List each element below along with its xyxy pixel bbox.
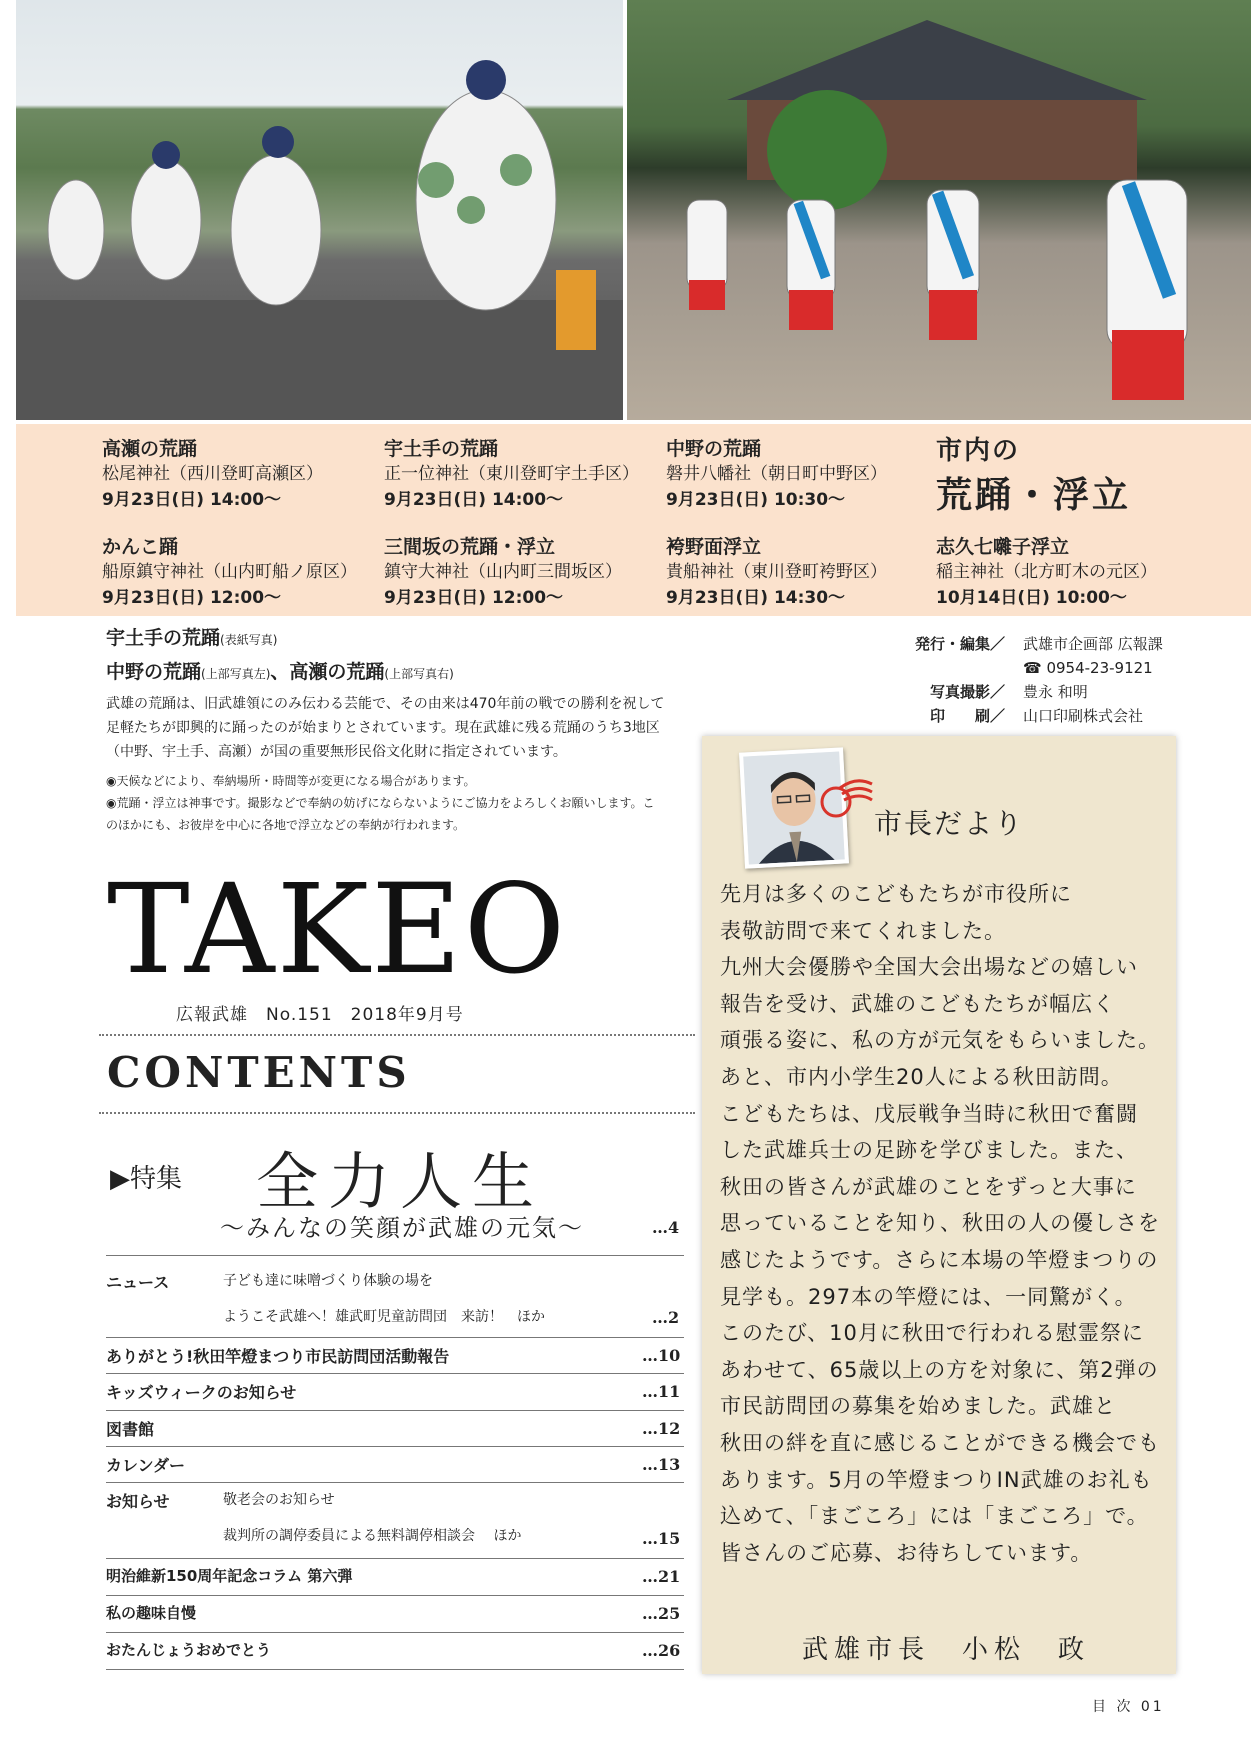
page-number: …26 bbox=[642, 1641, 681, 1660]
notice-shinto-ritual: ◉荒踊・浮立は神事です。撮影などで奉納の妨げにならないようにご協力をよろしくお願いします。このほかにも、お彼岸を中心に各地で浮立などの奉納が行われます。 bbox=[106, 796, 655, 832]
publisher-credits bbox=[893, 632, 1163, 728]
event-title: 袴野面浮立 bbox=[666, 536, 762, 558]
photo-takase-araodori bbox=[627, 0, 1251, 420]
page-footer: 目 次 01 bbox=[1092, 1699, 1165, 1715]
toc-label: ありがとう!秋田竿燈まつり市民訪問団活動報告 bbox=[106, 1347, 450, 1366]
caption-note: (上部写真右) bbox=[384, 667, 454, 681]
dancers-illustration-right bbox=[627, 0, 1251, 420]
event-item bbox=[102, 434, 372, 513]
caption-notice bbox=[106, 770, 666, 836]
credit-value: ☎ 0954-23-9121 bbox=[1023, 659, 1153, 677]
toc-item-hobby[interactable] bbox=[106, 1595, 684, 1632]
event-place: 貴船神社（東川登町袴野区） bbox=[666, 562, 887, 582]
event-title: 三間坂の荒踊・浮立 bbox=[384, 536, 556, 558]
credit-row bbox=[893, 656, 1163, 680]
caption-title: 中野の荒踊 bbox=[106, 661, 202, 683]
event-place: 船原鎮守神社（山内町船ノ原区） bbox=[102, 562, 357, 582]
events-band bbox=[16, 424, 1251, 616]
page-number: …21 bbox=[642, 1567, 681, 1586]
event-title: 志久七囃子浮立 bbox=[936, 536, 1070, 558]
toc-item-meiji-column[interactable] bbox=[106, 1558, 684, 1595]
event-place: 松尾神社（西川登町高瀬区） bbox=[102, 464, 323, 484]
credit-value: 武雄市企画部 広報課 bbox=[1023, 635, 1163, 653]
toc-label: ニュース bbox=[106, 1273, 170, 1292]
event-title: 宇土手の荒踊 bbox=[384, 438, 499, 460]
caption-line1 bbox=[106, 622, 666, 656]
credit-value: 豊永 和明 bbox=[1023, 683, 1088, 701]
event-place: 磐井八幡社（朝日町中野区） bbox=[666, 464, 887, 484]
letter-title: 市長だより bbox=[874, 807, 1025, 840]
toc-label: カレンダー bbox=[106, 1456, 185, 1475]
toc-item-calendar[interactable] bbox=[106, 1446, 684, 1483]
event-item bbox=[384, 532, 654, 611]
toc-item-news[interactable] bbox=[106, 1255, 684, 1330]
page-number: …10 bbox=[642, 1346, 681, 1365]
event-date: 9月23日(日) 14:30〜 bbox=[666, 588, 846, 608]
takeo-logo: TAKEO bbox=[107, 858, 568, 1002]
event-date: 9月23日(日) 10:30〜 bbox=[666, 490, 846, 510]
event-title: 高瀬の荒踊 bbox=[102, 438, 198, 460]
caption-line2 bbox=[106, 656, 666, 690]
event-date: 9月23日(日) 14:00〜 bbox=[102, 490, 282, 510]
page-number: …25 bbox=[642, 1604, 681, 1623]
photo-nakano-araodori bbox=[16, 0, 623, 420]
divider bbox=[99, 1034, 695, 1036]
page-number: …2 bbox=[652, 1308, 680, 1327]
dancers-illustration-left bbox=[16, 0, 623, 420]
notice-weather: ◉天候などにより、奉納場所・時間等が変更になる場合があります。 bbox=[106, 774, 476, 788]
event-title: 中野の荒踊 bbox=[666, 438, 762, 460]
event-item bbox=[102, 532, 372, 611]
events-heading-line1: 市内の bbox=[936, 436, 1021, 466]
event-place: 鎮守大神社（山内町三間坂区） bbox=[384, 562, 622, 582]
toc-item-akita-report[interactable] bbox=[106, 1337, 684, 1374]
caption-title: 宇土手の荒踊 bbox=[106, 627, 221, 649]
contents-heading: CONTENTS bbox=[107, 1048, 411, 1097]
header-photos bbox=[16, 0, 1251, 420]
toc-label: 図書館 bbox=[106, 1420, 155, 1439]
credit-key bbox=[893, 656, 1023, 680]
toc-label: お知らせ bbox=[106, 1492, 170, 1511]
toc-item-kids-week[interactable] bbox=[106, 1373, 684, 1410]
event-item bbox=[666, 434, 936, 513]
credit-key: 写真撮影／ bbox=[929, 683, 1005, 701]
caption-title: 、高瀬の荒踊 bbox=[270, 661, 385, 683]
event-place: 正一位神社（東川登町宇土手区） bbox=[384, 464, 639, 484]
feature-subtitle: 〜みんなの笑顔が武雄の元気〜 bbox=[220, 1214, 584, 1242]
page-number: …13 bbox=[642, 1455, 681, 1474]
mayor-letter bbox=[702, 736, 1176, 1674]
events-heading bbox=[936, 430, 1131, 518]
toc-subitem: 子ども達に味噌づくり体験の場を bbox=[223, 1273, 433, 1289]
page-number: …4 bbox=[652, 1218, 680, 1237]
page-number: …12 bbox=[642, 1419, 681, 1438]
toc-item-notices[interactable] bbox=[106, 1482, 684, 1559]
toc-subitem: 敬老会のお知らせ bbox=[223, 1492, 335, 1508]
event-title: かんこ踊 bbox=[102, 536, 179, 558]
event-item bbox=[384, 434, 654, 513]
feature-label: ▶特集 bbox=[110, 1164, 182, 1194]
caption-description: 武雄の荒踊は、旧武雄領にのみ伝わる芸能で、その由来は470年前の戦での勝利を祝して足軽たちが即興的に踊ったのが始まりとされています。現在武雄に残る荒踊のうち3地区（中野、宇土手、高瀬）が国の重要無形民俗文化財に指定されています。 bbox=[106, 696, 665, 760]
mayor-signature: 武雄市長 小松 政 bbox=[802, 1635, 1091, 1665]
toc-label: おたんじょうおめでとう bbox=[106, 1641, 272, 1659]
credit-row bbox=[893, 632, 1163, 656]
event-date: 10月14日(日) 10:00〜 bbox=[936, 588, 1127, 608]
postmark-stamp-icon bbox=[814, 774, 874, 824]
toc-subitem: ようこそ武雄へ！雄武町児童訪問団 来訪！ ほか bbox=[223, 1309, 545, 1325]
photo-caption bbox=[106, 622, 666, 836]
caption-note: (上部写真左) bbox=[201, 667, 271, 681]
divider bbox=[99, 1112, 695, 1114]
credit-row bbox=[893, 680, 1163, 704]
credit-key: 印 刷／ bbox=[929, 707, 1005, 725]
page-number: …15 bbox=[642, 1529, 681, 1548]
toc-label: 私の趣味自慢 bbox=[106, 1604, 197, 1622]
event-item bbox=[936, 532, 1236, 611]
letter-body: 先月は多くのこどもたちが市役所に 表敬訪問で来てくれました。 九州大会優勝や全国大会出場などの嬉しい 報告を受け、武雄のこどもたちが幅広く 頑張る姿に、私の方が元気をもらいました。 あと、市内小学生20人による秋田訪問。 こどもたちは、戊辰戦争当時に秋田で奮闘 した武雄兵士の足跡を学びました。また、 秋田の皆さんが武雄のことをずっと大事に 思っていることを知り、秋田の人の優しさを 感じたようです。さらに本場の竿燈まつりの 見学も。297本の竿燈には、一同驚がく。 このたび、10月に秋田で行われる慰霊祭に あわせて、65歳以上の方を対象に、第2弾の 市民訪問団の募集を始めました。武雄と 秋田の絆を直に感じることができる機会でも あります。5月の竿燈まつりIN武雄のお礼も 込めて、「まごころ」には「まごころ」で。 皆さんのご応募、お待ちしています。 bbox=[720, 882, 1160, 1565]
event-place: 稲主神社（北方町木の元区） bbox=[936, 562, 1157, 582]
toc-label: 明治維新150周年記念コラム 第六弾 bbox=[106, 1567, 353, 1585]
credit-row bbox=[893, 704, 1163, 728]
feature-title[interactable]: 全力人生 bbox=[256, 1145, 545, 1218]
toc-subitem: 裁判所の調停委員による無料調停相談会 ほか bbox=[223, 1528, 522, 1544]
event-date: 9月23日(日) 12:00〜 bbox=[384, 588, 564, 608]
event-date: 9月23日(日) 12:00〜 bbox=[102, 588, 282, 608]
credit-key: 発行・編集／ bbox=[914, 635, 1005, 653]
events-heading-line2: 荒踊・浮立 bbox=[936, 475, 1132, 516]
page-number: …11 bbox=[642, 1382, 681, 1401]
toc-item-birthdays[interactable] bbox=[106, 1632, 684, 1670]
toc-item-library[interactable] bbox=[106, 1410, 684, 1447]
credit-value: 山口印刷株式会社 bbox=[1023, 707, 1144, 725]
issue-info: 広報武雄 No.151 2018年9月号 bbox=[176, 1005, 464, 1025]
toc-label: キッズウィークのお知らせ bbox=[106, 1383, 297, 1402]
caption-note: (表紙写真) bbox=[220, 633, 278, 647]
event-item bbox=[666, 532, 936, 611]
event-date: 9月23日(日) 14:00〜 bbox=[384, 490, 564, 510]
